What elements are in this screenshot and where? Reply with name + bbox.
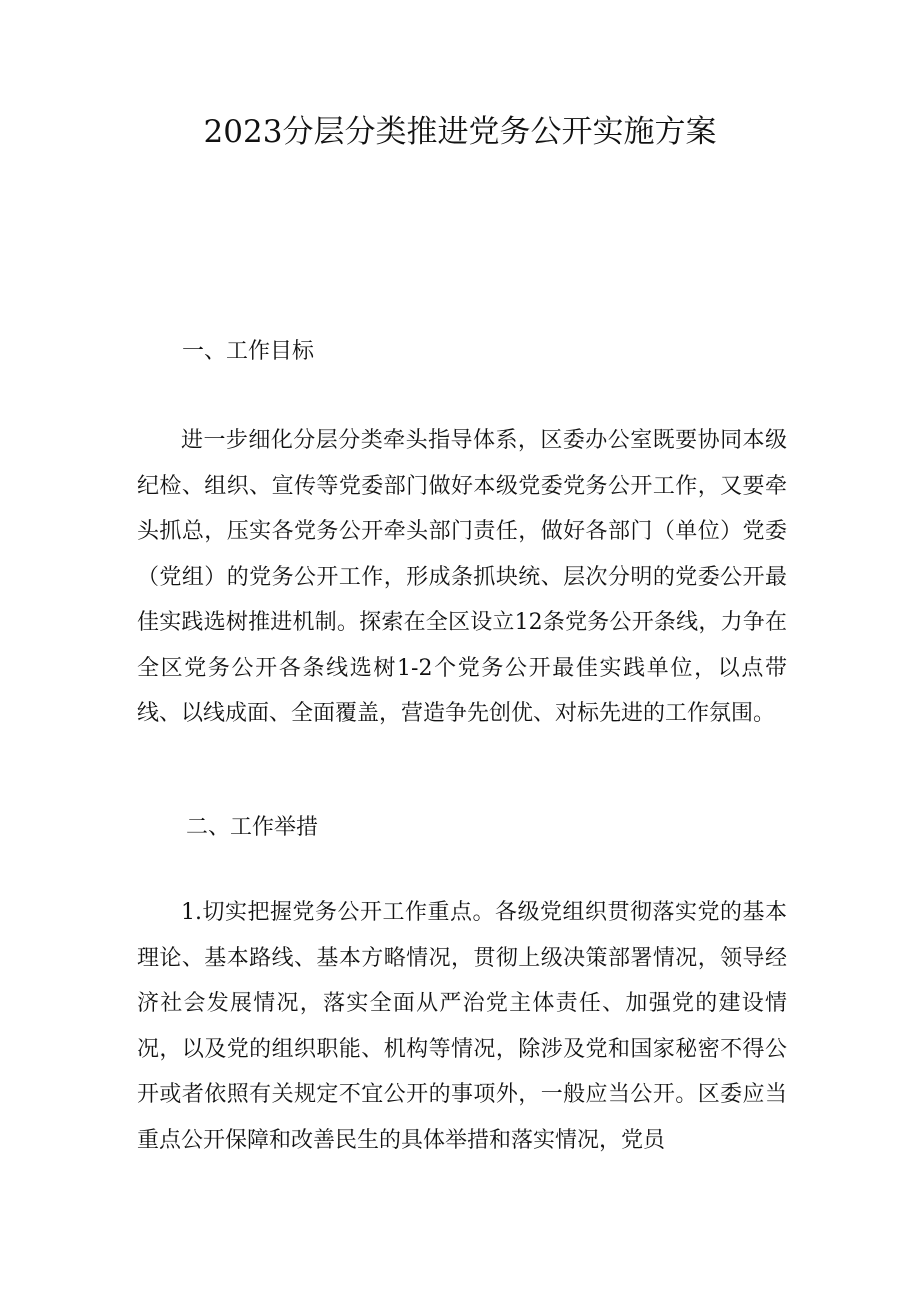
document-title: 2023分层分类推进党务公开实施方案 — [203, 114, 717, 150]
section-paragraph-goals: 进一步细化分层分类牵头指导体系，区委办公室既要协同本级纪检、组织、宣传等党委部门做好本级党委党务公开工作，又要牵头抓总，压实各党务公开牵头部门责任，做好各部门（单位）党委（党组）的党务公开工作，形成条抓块统、层次分明的党委公开最佳实践选树推进机制。探索在全区设立12条党务公开条线，力争在全区党务公开各条线选树1-2个党务公开最佳实践单位，以点带线、以线成面、全面覆盖，营造争先创优、对标先进的工作氛围。 — [137, 428, 787, 726]
section-heading-goals: 一、工作目标 — [182, 339, 315, 364]
section-paragraph-measures: 1.切实把握党务公开工作重点。各级党组织贯彻落实党的基本理论、基本路线、基本方略情况，贯彻上级决策部署情况，领导经济社会发展情况，落实全面从严治党主体责任、加强党的建设情况，以及党的组织职能、机构等情况，除涉及党和国家秘密不得公开或者依照有关规定不宜公开的事项外，一般应当公开。区委应当重点公开保障和改善民生的具体举措和落实情况，党员 — [137, 900, 787, 1153]
section-heading-measures: 二、工作举措 — [186, 815, 319, 840]
